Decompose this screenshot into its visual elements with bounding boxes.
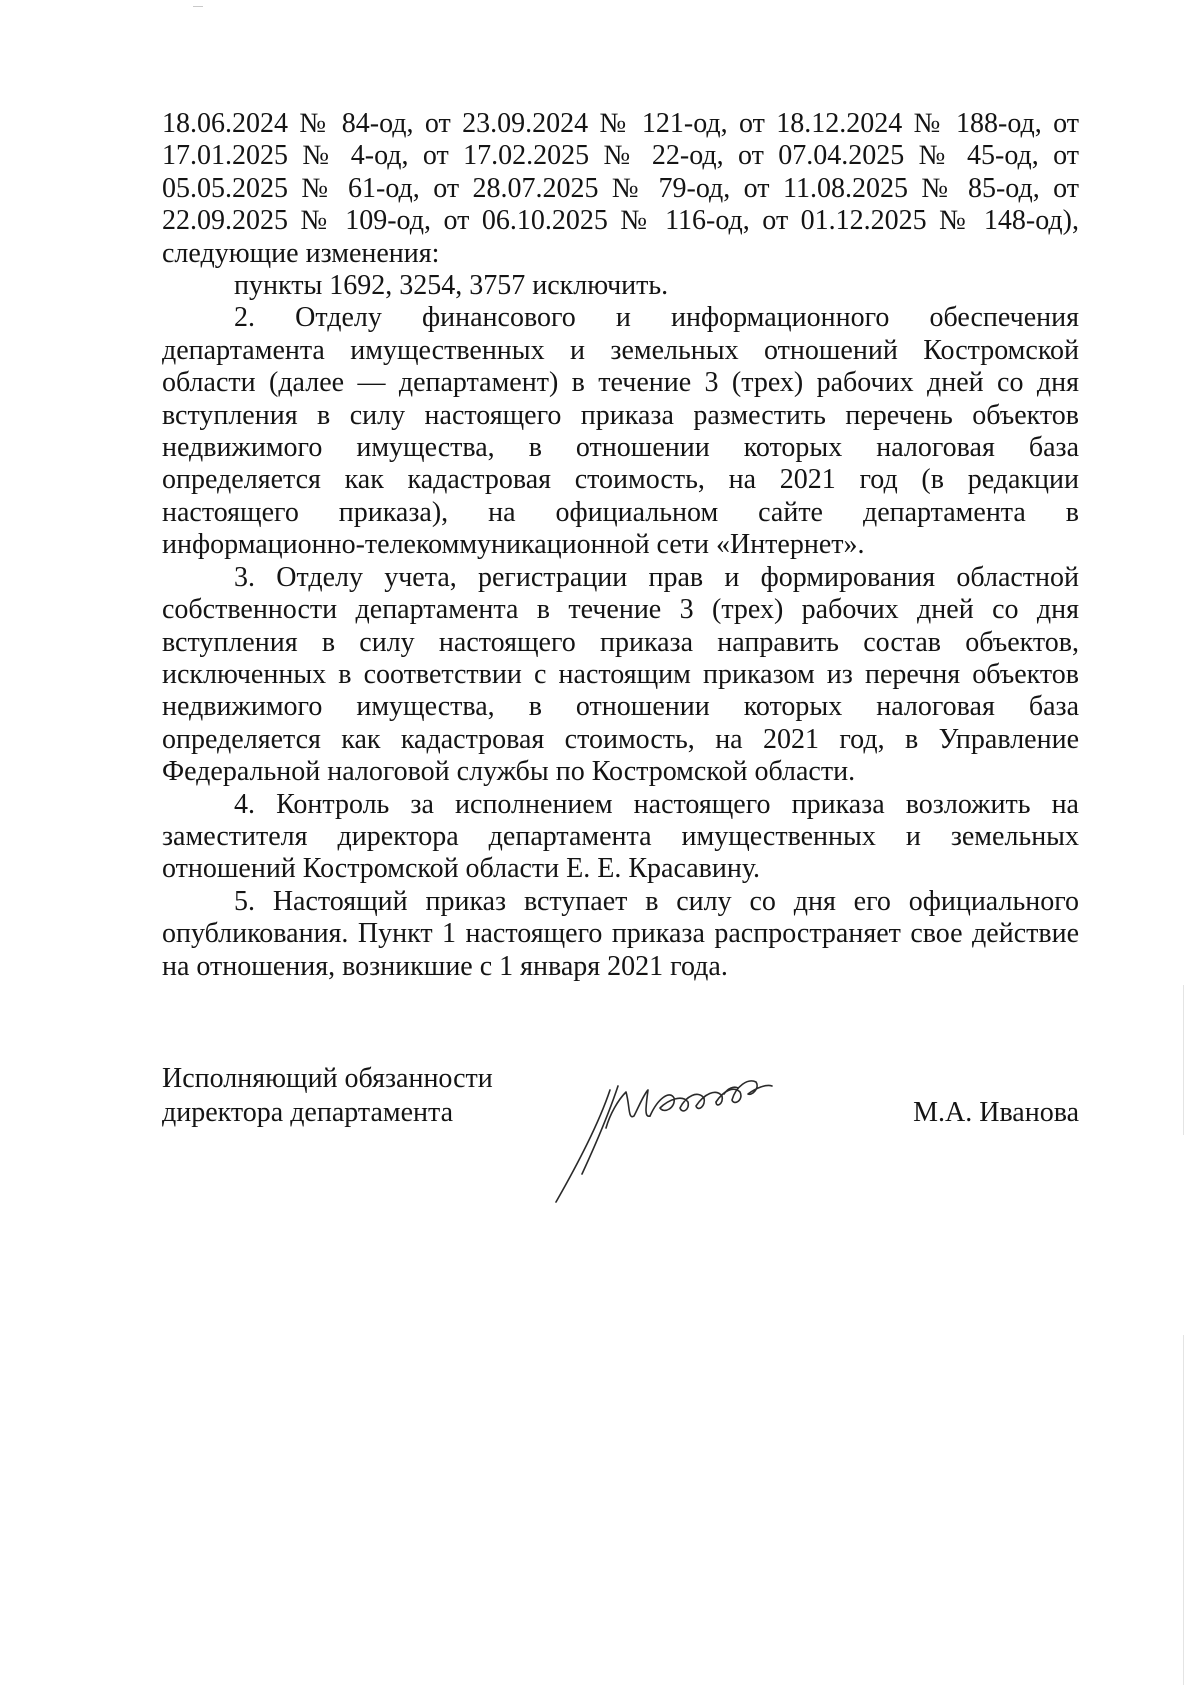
document-body	[162, 108, 1079, 983]
text-line: на отношения, возникшие с 1 января 2021 года.	[162, 950, 728, 982]
text-line: определяется как кадастровая стоимость, на 2021 год, в Управление	[162, 723, 1079, 755]
text-line: собственности департамента в течение 3 (трех) рабочих дней со дня	[162, 594, 1079, 626]
text-line: 3. Отделу учета, регистрации прав и формирования областной	[234, 561, 1079, 593]
text-line: 22.09.2025 № 109-од, от 06.10.2025 № 116-од, от 01.12.2025 № 148-од),	[162, 205, 1079, 237]
scan-artifact	[1183, 985, 1184, 1135]
scan-artifact	[1183, 1335, 1184, 1685]
text-line: определяется как кадастровая стоимость, на 2021 год (в редакции	[162, 464, 1079, 496]
text-line: пункты 1692, 3254, 3757 исключить.	[234, 270, 669, 302]
text-line: недвижимого имущества, в отношении которых налоговая база	[162, 432, 1079, 464]
text-line: следующие изменения:	[162, 237, 440, 269]
text-line: опубликования. Пункт 1 настоящего приказа распространяет свое действие	[162, 918, 1079, 950]
text-line: информационно-телекоммуникационной сети «Интернет».	[162, 529, 865, 561]
text-line: 05.05.2025 № 61-од, от 28.07.2025 № 79-од, от 11.08.2025 № 85-од, от	[162, 172, 1079, 204]
text-line: 17.01.2025 № 4-од, от 17.02.2025 № 22-од, от 07.04.2025 № 45-од, от	[162, 140, 1079, 172]
signatory-position-line: директора департамента	[162, 1097, 454, 1128]
text-line: области (далее — департамент) в течение 3 (трех) рабочих дней со дня	[162, 367, 1079, 399]
text-line: вступления в силу настоящего приказа разместить перечень объектов	[162, 399, 1079, 431]
signatory-name: М.А. Иванова	[913, 1097, 1079, 1128]
scan-artifact	[193, 6, 203, 7]
text-line: департамента имущественных и земельных отношений Костромской	[162, 334, 1079, 366]
text-line: исключенных в соответствии с настоящим приказом из перечня объектов	[162, 658, 1079, 690]
text-line: 5. Настоящий приказ вступает в силу со дня его официального	[234, 885, 1079, 917]
signatory-position-line: Исполняющий обязанности	[162, 1063, 493, 1094]
text-line: вступления в силу настоящего приказа направить состав объектов,	[162, 626, 1079, 658]
text-line: Федеральной налоговой службы по Костромской области.	[162, 756, 856, 788]
text-line: недвижимого имущества, в отношении которых налоговая база	[162, 691, 1079, 723]
text-line: настоящего приказа), на официальном сайте департамента в	[162, 496, 1079, 528]
text-line: заместителя директора департамента имущественных и земельных	[162, 820, 1079, 852]
text-line: 18.06.2024 № 84-од, от 23.09.2024 № 121-од, от 18.12.2024 № 188-од, от	[162, 108, 1079, 139]
handwritten-signature	[548, 1050, 828, 1215]
signatory-position	[162, 1062, 493, 1130]
text-line: отношений Костромской области Е. Е. Красавину.	[162, 853, 761, 885]
text-line: 4. Контроль за исполнением настоящего приказа возложить на	[234, 788, 1079, 820]
text-line: 2. Отделу финансового и информационного обеспечения	[234, 302, 1079, 334]
